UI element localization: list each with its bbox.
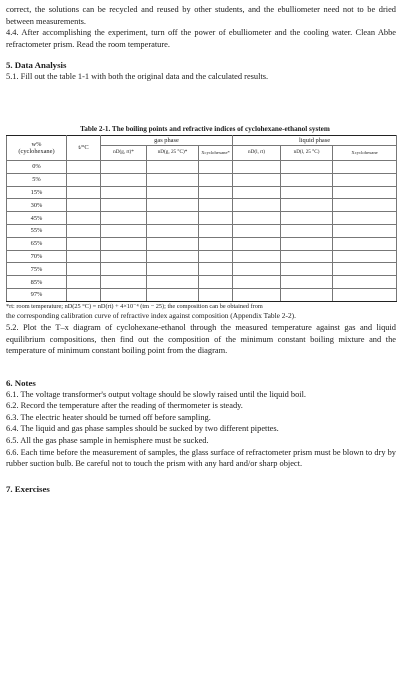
empty-cell[interactable] bbox=[101, 224, 147, 237]
empty-cell[interactable] bbox=[67, 237, 101, 250]
table-row bbox=[7, 288, 397, 301]
empty-cell[interactable] bbox=[67, 250, 101, 263]
empty-cell[interactable] bbox=[281, 173, 333, 186]
empty-cell[interactable] bbox=[233, 276, 281, 289]
table-row bbox=[7, 212, 397, 225]
row-composition: 97% bbox=[7, 288, 67, 301]
empty-cell[interactable] bbox=[281, 250, 333, 263]
empty-cell[interactable] bbox=[333, 173, 397, 186]
empty-cell[interactable] bbox=[101, 186, 147, 199]
empty-cell[interactable] bbox=[333, 263, 397, 276]
empty-cell[interactable] bbox=[281, 186, 333, 199]
empty-cell[interactable] bbox=[147, 160, 199, 173]
empty-cell[interactable] bbox=[199, 237, 233, 250]
row-composition: 65% bbox=[7, 237, 67, 250]
empty-cell[interactable] bbox=[147, 199, 199, 212]
step-5-1: 5.1. Fill out the table 1-1 with both the original data and the calculated results. bbox=[6, 72, 269, 82]
empty-cell[interactable] bbox=[101, 199, 147, 212]
note-6-2: 6.2. Record the temperature after the reading of thermometer is steady. bbox=[6, 401, 243, 411]
table-row bbox=[7, 263, 397, 276]
empty-cell[interactable] bbox=[199, 250, 233, 263]
empty-cell[interactable] bbox=[199, 160, 233, 173]
empty-cell[interactable] bbox=[199, 199, 233, 212]
empty-cell[interactable] bbox=[67, 212, 101, 225]
row-composition: 45% bbox=[7, 212, 67, 225]
empty-cell[interactable] bbox=[333, 237, 397, 250]
empty-cell[interactable] bbox=[147, 173, 199, 186]
empty-cell[interactable] bbox=[233, 250, 281, 263]
empty-cell[interactable] bbox=[199, 224, 233, 237]
row-composition: 30% bbox=[7, 199, 67, 212]
empty-cell[interactable] bbox=[281, 199, 333, 212]
note-6-5: 6.5. All the gas phase sample in hemisphere must be sucked. bbox=[6, 436, 209, 446]
empty-cell[interactable] bbox=[147, 288, 199, 301]
empty-cell[interactable] bbox=[101, 288, 147, 301]
row-composition: 5% bbox=[7, 173, 67, 186]
header-x-liquid: Xcyclohexane bbox=[333, 145, 397, 160]
empty-cell[interactable] bbox=[333, 199, 397, 212]
empty-cell[interactable] bbox=[199, 173, 233, 186]
empty-cell[interactable] bbox=[281, 212, 333, 225]
row-composition: 15% bbox=[7, 186, 67, 199]
header-w: w% bbox=[31, 140, 42, 148]
empty-cell[interactable] bbox=[199, 276, 233, 289]
empty-cell[interactable] bbox=[147, 250, 199, 263]
empty-cell[interactable] bbox=[101, 276, 147, 289]
empty-cell[interactable] bbox=[333, 224, 397, 237]
header-w-sub: (cyclohexane) bbox=[18, 147, 55, 155]
empty-cell[interactable] bbox=[233, 186, 281, 199]
empty-cell[interactable] bbox=[101, 237, 147, 250]
empty-cell[interactable] bbox=[147, 186, 199, 199]
table-row bbox=[7, 237, 397, 250]
empty-cell[interactable] bbox=[233, 160, 281, 173]
empty-cell[interactable] bbox=[147, 224, 199, 237]
empty-cell[interactable] bbox=[233, 288, 281, 301]
step-4-4: 4.4. After accomplishing the experiment, turn off the power of ebulliometer and the cooling water. Clean Abbe refractometer prism. Read the room temperature. bbox=[6, 28, 396, 49]
header-x-gas: Xcyclohexane* bbox=[199, 145, 233, 160]
empty-cell[interactable] bbox=[281, 237, 333, 250]
empty-cell[interactable] bbox=[233, 263, 281, 276]
note-6-4: 6.4. The liquid and gas phase samples should be sucked by two different pipettes. bbox=[6, 424, 279, 434]
note-6-1: 6.1. The voltage transformer's output voltage should be slowly raised until the liquid boil. bbox=[6, 389, 307, 399]
data-table bbox=[6, 135, 397, 302]
empty-cell[interactable] bbox=[333, 212, 397, 225]
empty-cell[interactable] bbox=[101, 173, 147, 186]
empty-cell[interactable] bbox=[281, 160, 333, 173]
table-footnote bbox=[6, 303, 396, 322]
table-row bbox=[7, 199, 397, 212]
empty-cell[interactable] bbox=[233, 199, 281, 212]
empty-cell[interactable] bbox=[199, 263, 233, 276]
empty-cell[interactable] bbox=[281, 276, 333, 289]
empty-cell[interactable] bbox=[147, 263, 199, 276]
section-6-heading: 6. Notes bbox=[6, 377, 36, 388]
empty-cell[interactable] bbox=[101, 160, 147, 173]
empty-cell[interactable] bbox=[101, 212, 147, 225]
empty-cell[interactable] bbox=[67, 276, 101, 289]
row-composition: 75% bbox=[7, 263, 67, 276]
table-row bbox=[7, 276, 397, 289]
empty-cell[interactable] bbox=[199, 288, 233, 301]
empty-cell[interactable] bbox=[281, 224, 333, 237]
empty-cell[interactable] bbox=[67, 173, 101, 186]
empty-cell[interactable] bbox=[281, 263, 333, 276]
empty-cell[interactable] bbox=[67, 186, 101, 199]
table-row bbox=[7, 250, 397, 263]
header-nd-g-25: nD(g, 25 °C)* bbox=[147, 145, 199, 160]
header-gas-phase: gas phase bbox=[101, 135, 233, 145]
empty-cell[interactable] bbox=[147, 276, 199, 289]
section-7-heading: 7. Exercises bbox=[6, 483, 50, 494]
empty-cell[interactable] bbox=[67, 160, 101, 173]
empty-cell[interactable] bbox=[333, 160, 397, 173]
empty-cell[interactable] bbox=[199, 186, 233, 199]
step-5-2: 5.2. Plot the T–x diagram of cyclohexane-ethanol through the measured temperature against gas and liquid equilibrium compositions, then find out the composition of the minimum constant boiling mixture and the temperature of minimum constant boiling point from the diagram. bbox=[6, 322, 396, 356]
table-row bbox=[7, 160, 397, 173]
empty-cell[interactable] bbox=[333, 276, 397, 289]
table-row bbox=[7, 224, 397, 237]
table-row bbox=[7, 186, 397, 199]
empty-cell[interactable] bbox=[67, 224, 101, 237]
empty-cell[interactable] bbox=[333, 288, 397, 301]
empty-cell[interactable] bbox=[67, 199, 101, 212]
empty-cell[interactable] bbox=[101, 263, 147, 276]
header-liquid-phase: liquid phase bbox=[233, 135, 397, 145]
empty-cell[interactable] bbox=[199, 212, 233, 225]
table-body bbox=[7, 160, 397, 301]
note-6-6: 6.6. Each time before the measurement of samples, the glass surface of refractometer prism must be blown to dry by rubber suction bulb. Be careful not to touch the prism with any hard and/or sharp object. bbox=[6, 447, 396, 469]
note-6-3: 6.3. The electric heater should be turned off before sampling. bbox=[6, 412, 211, 422]
row-composition: 0% bbox=[7, 160, 67, 173]
intro-paragraph: correct, the solutions can be recycled and reused by other students, and the ebulliometer need not to be dried between measurements. bbox=[6, 5, 396, 26]
empty-cell[interactable] bbox=[67, 288, 101, 301]
header-nd-l-rt: nD(l, rt) bbox=[233, 145, 281, 160]
empty-cell[interactable] bbox=[233, 173, 281, 186]
empty-cell[interactable] bbox=[233, 237, 281, 250]
footnote-line-1: *rt: room temperature; nD(25 °C) = nD(rt) + 4×10⁻⁴ (tm − 25); the composition can be obtained from bbox=[6, 302, 263, 310]
row-composition: 85% bbox=[7, 276, 67, 289]
empty-cell[interactable] bbox=[147, 212, 199, 225]
table-caption: Table 2-1. The boiling points and refractive indices of cyclohexane-ethanol system bbox=[80, 124, 330, 133]
row-composition: 55% bbox=[7, 224, 67, 237]
empty-cell[interactable] bbox=[233, 224, 281, 237]
empty-cell[interactable] bbox=[281, 288, 333, 301]
row-composition: 70% bbox=[7, 250, 67, 263]
header-composition bbox=[7, 135, 67, 160]
empty-cell[interactable] bbox=[101, 250, 147, 263]
empty-cell[interactable] bbox=[67, 263, 101, 276]
header-nd-g-rt: nD(g, rt)* bbox=[101, 145, 147, 160]
empty-cell[interactable] bbox=[147, 237, 199, 250]
header-nd-l-25: nD(l, 25 °C) bbox=[281, 145, 333, 160]
footnote-line-2: the corresponding calibration curve of refractive index against composition (Appendix Table 2-2). bbox=[6, 311, 296, 321]
empty-cell[interactable] bbox=[333, 186, 397, 199]
header-temperature: t/°C bbox=[67, 135, 101, 160]
table-row bbox=[7, 173, 397, 186]
empty-cell[interactable] bbox=[233, 212, 281, 225]
section-5-heading: 5. Data Analysis bbox=[6, 60, 67, 71]
empty-cell[interactable] bbox=[333, 250, 397, 263]
